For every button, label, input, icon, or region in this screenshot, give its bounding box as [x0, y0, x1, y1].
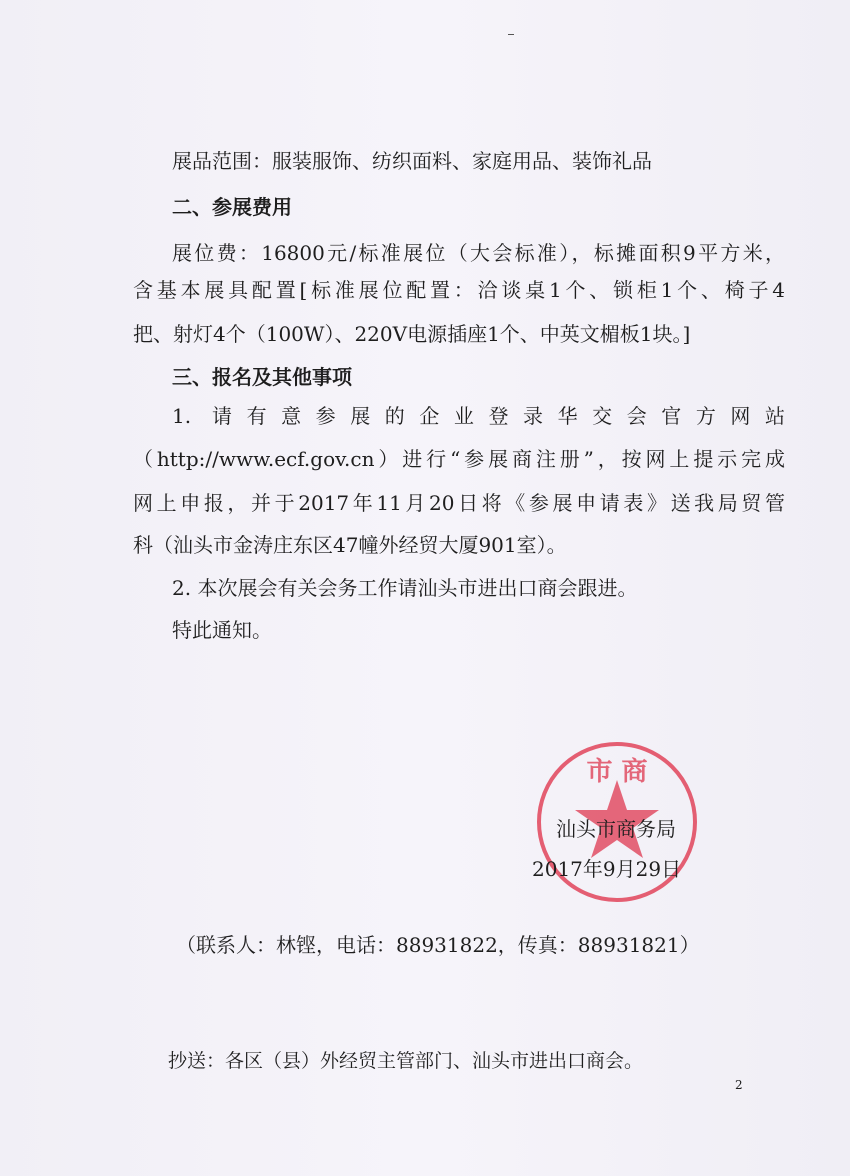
page-number: 2	[735, 1078, 743, 1092]
section-heading-fees: 二、参展费用	[172, 195, 292, 219]
issuer-name: 汕头市商务局	[556, 817, 676, 841]
fee-line-2: 含基本展具配置[标准展位配置：洽谈桌1个、锁柜1个、椅子4	[133, 278, 785, 302]
issue-date: 2017年9月29日	[532, 857, 682, 881]
svg-text:市 商: 市 商	[586, 757, 648, 787]
fee-line-1: 展位费：16800元/标准展位（大会标准），标摊面积9平方米，	[172, 241, 785, 265]
fee-line-3: 把、射灯4个（100W）、220V电源插座1个、中英文楣板1块。]	[133, 322, 691, 346]
cc-list: 抄送：各区（县）外经贸主管部门、汕头市进出口商会。	[168, 1050, 644, 1072]
item1-line-3: 网上申报，并于2017年11月20日将《参展申请表》送我局贸管	[133, 491, 785, 515]
item2: 2. 本次展会有关会务工作请汕头市进出口商会跟进。	[172, 576, 638, 600]
closing-notice: 特此通知。	[172, 618, 272, 642]
item1-line-2: （http://www.ecf.gov.cn）进行“参展商注册”，按网上提示完成	[133, 447, 785, 471]
item1-line-4: 科（汕头市金涛庄东区47幢外经贸大厦901室）。	[133, 533, 567, 557]
scan-mark	[508, 34, 514, 35]
section-heading-registration: 三、报名及其他事项	[172, 365, 352, 389]
contact-info: （联系人：林铿，电话：88931822，传真：88931821）	[176, 933, 700, 957]
exhibit-scope: 展品范围：服装服饰、纺织面料、家庭用品、装饰礼品	[172, 149, 652, 173]
item1-line-1: 1. 请有意参展的企业登录华交会官方网站	[172, 404, 785, 428]
